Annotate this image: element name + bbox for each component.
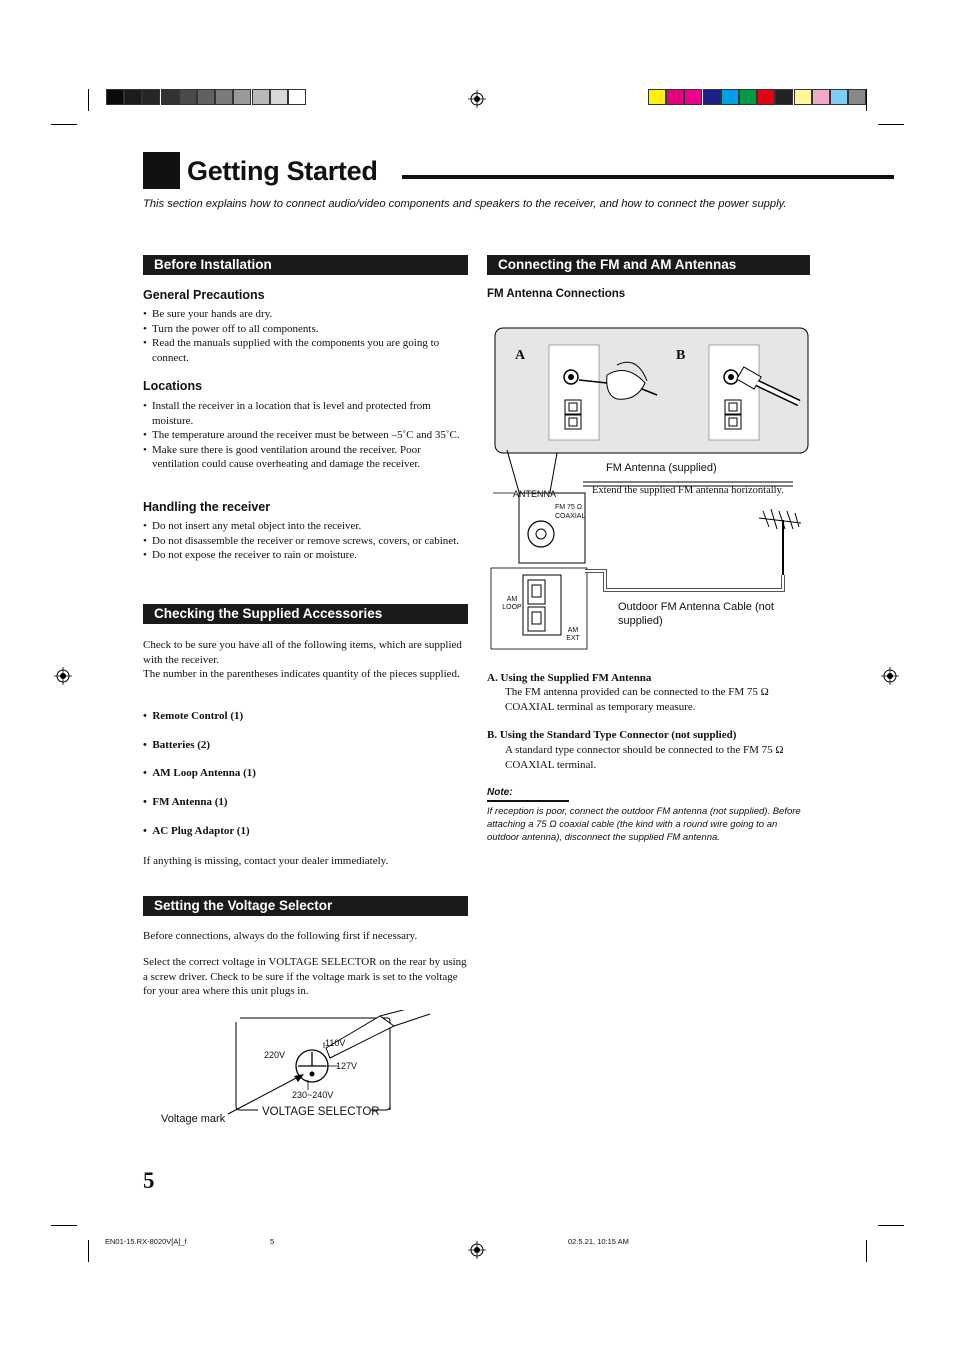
gray-swatch <box>215 89 233 105</box>
page-number: 5 <box>143 1168 155 1193</box>
am-ext-label: AM EXT <box>566 627 580 642</box>
section-heading-antennas: Connecting the FM and AM Antennas <box>487 255 810 275</box>
registration-mark-icon <box>468 1241 486 1259</box>
gray-swatch <box>106 89 124 105</box>
page-title: Getting Started <box>187 156 378 186</box>
voltage-para-1: Before connections, always do the following first if necessary. <box>143 930 418 942</box>
list-item: • Do not disassemble the receiver or remove screws, covers, or cabinet. <box>143 534 468 549</box>
fm75-label: FM 75 Ω <box>555 504 583 511</box>
gray-swatch <box>233 89 251 105</box>
color-swatch <box>848 89 866 105</box>
option-b-text: A standard type connector should be connected to the FM 75 Ω COAXIAL terminal. <box>505 744 784 771</box>
accessory-item: • Remote Control (1) <box>143 710 244 722</box>
voltage-mark-label: Voltage mark <box>161 1113 226 1125</box>
general-precautions-list <box>143 307 468 365</box>
registration-mark-icon <box>54 667 72 685</box>
gray-swatch <box>124 89 142 105</box>
note-rule <box>487 800 569 802</box>
note-heading: Note: <box>487 787 513 798</box>
intro-text: This section explains how to connect audio/video components and speakers to the receiver, and how to connect the power supply. <box>143 198 787 210</box>
locations-heading: Locations <box>143 379 203 393</box>
crop-mark <box>878 1225 904 1226</box>
outdoor-cable-label: Outdoor FM Antenna Cable (not supplied) <box>618 601 774 627</box>
gray-swatch <box>270 89 288 105</box>
section-heading-accessories: Checking the Supplied Accessories <box>143 604 468 624</box>
accessories-intro-2: The number in the parentheses indicates quantity of the pieces supplied. <box>143 668 460 680</box>
crop-mark <box>51 1225 77 1226</box>
voltage-para-2: Select the correct voltage in VOLTAGE SELECTOR on the rear by using a screw driver. Check to be sure if the voltage mark is set to the voltage for your area where this unit plugs in. <box>143 956 467 997</box>
section-heading-before-installation: Before Installation <box>143 255 468 275</box>
extend-antenna-label: Extend the supplied FM antenna horizontally. <box>592 485 784 496</box>
coaxial-label: COAXIAL <box>555 513 586 520</box>
voltage-110-label: 110V <box>325 1038 346 1048</box>
locations-list <box>143 399 468 472</box>
section-heading-voltage: Setting the Voltage Selector <box>143 896 468 916</box>
list-item: • The temperature around the receiver must be between –5˚C and 35˚C. <box>143 428 468 443</box>
accessory-item: • FM Antenna (1) <box>143 796 228 808</box>
crop-mark <box>88 1240 89 1262</box>
color-swatch <box>721 89 739 105</box>
color-swatch <box>648 89 666 105</box>
registration-mark-icon <box>881 667 899 685</box>
fm-antenna-supplied-label: FM Antenna (supplied) <box>606 462 717 474</box>
gray-swatch <box>142 89 160 105</box>
voltage-127-label: 127V <box>336 1061 358 1071</box>
gray-swatch <box>161 89 179 105</box>
option-a-title: A. Using the Supplied FM Antenna <box>487 672 652 684</box>
crop-mark <box>878 124 904 125</box>
gray-swatch <box>288 89 306 105</box>
color-swatch <box>739 89 757 105</box>
color-swatch <box>794 89 812 105</box>
voltage-220-label: 220V <box>264 1050 286 1060</box>
accessory-item: • AC Plug Adaptor (1) <box>143 825 250 837</box>
antenna-jack-label: ANTENNA <box>513 489 557 499</box>
color-swatch <box>812 89 830 105</box>
accessory-item: • Batteries (2) <box>143 739 211 751</box>
fm-antenna-connections-heading: FM Antenna Connections <box>487 288 626 300</box>
panel-b-label: B <box>676 348 686 363</box>
note-text: If reception is poor, connect the outdoor FM antenna (not supplied). Before attaching a 75 Ω coaxial cable (the kind with a round wire going to an outdoor antenna), disconnect the supplied FM antenna. <box>487 806 801 843</box>
accessories-intro <box>143 638 465 682</box>
option-a-text: The FM antenna provided can be connected to the FM 75 Ω COAXIAL terminal as temporary measure. <box>505 686 769 713</box>
panel-a-label: A <box>515 348 526 363</box>
option-b-title: B. Using the Standard Type Connector (not supplied) <box>487 729 737 741</box>
registration-mark-icon <box>468 90 486 108</box>
general-precautions-heading: General Precautions <box>143 288 265 302</box>
color-swatch <box>666 89 684 105</box>
list-item: • Be sure your hands are dry. <box>143 307 468 322</box>
crop-mark <box>866 1240 867 1262</box>
am-loop-label: AM LOOP <box>502 596 522 611</box>
gray-swatch <box>252 89 270 105</box>
list-item: • Do not expose the receiver to rain or moisture. <box>143 548 468 563</box>
accessories-intro-1: Check to be sure you have all of the following items, which are supplied with the receiver. <box>143 639 462 666</box>
gray-swatch <box>197 89 215 105</box>
color-swatch <box>684 89 702 105</box>
color-swatch <box>703 89 721 105</box>
voltage-230-label: 230~240V <box>292 1090 334 1100</box>
color-swatch <box>830 89 848 105</box>
crop-mark <box>88 89 89 111</box>
handling-heading: Handling the receiver <box>143 500 271 514</box>
handling-list <box>143 519 468 563</box>
list-item: • Make sure there is good ventilation around the receiver. Poor ventilation could cause overheating and damage the receiver. <box>143 443 468 472</box>
color-swatch <box>775 89 793 105</box>
title-rule <box>402 175 894 179</box>
list-item: • Do not insert any metal object into the receiver. <box>143 519 468 534</box>
color-swatch <box>757 89 775 105</box>
footer-file: EN01-15.RX-8020V[A]_f <box>105 1237 187 1246</box>
title-block <box>143 152 180 189</box>
list-item: • Install the receiver in a location that is level and protected from moisture. <box>143 399 468 428</box>
list-item: • Turn the power off to all components. <box>143 322 468 337</box>
crop-mark <box>51 124 77 125</box>
gray-swatch <box>179 89 197 105</box>
accessories-footer: If anything is missing, contact your dealer immediately. <box>143 855 389 867</box>
voltage-selector-label: VOLTAGE SELECTOR <box>262 1106 380 1118</box>
footer-page: 5 <box>270 1237 275 1246</box>
accessory-item: • AM Loop Antenna (1) <box>143 767 256 779</box>
footer-timestamp: 02.5.21, 10:15 AM <box>568 1237 629 1246</box>
list-item: • Read the manuals supplied with the components you are going to connect. <box>143 336 468 365</box>
